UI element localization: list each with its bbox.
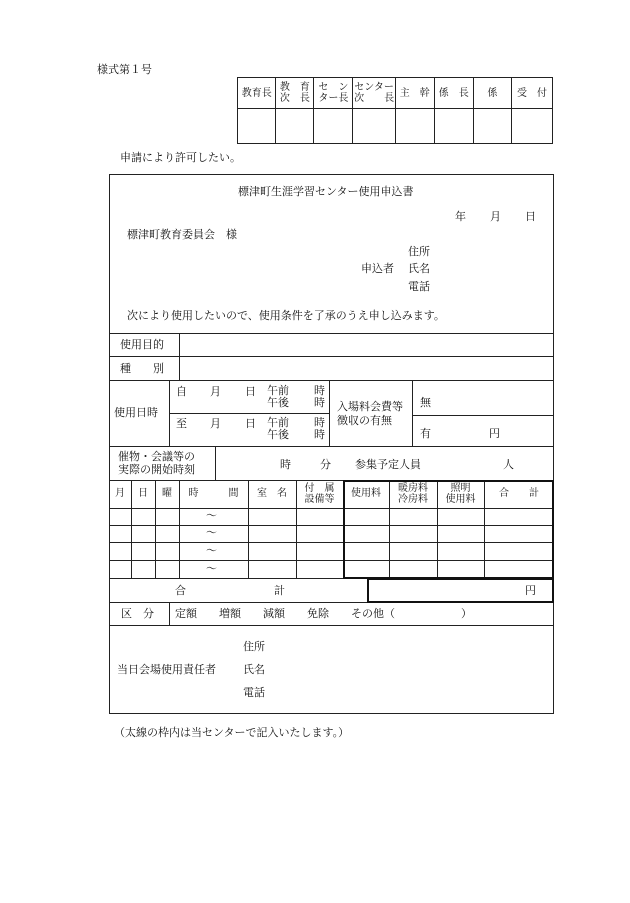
to-am-label: 午前 <box>267 416 289 429</box>
stamp-header: 教育長 <box>238 78 276 109</box>
application-form <box>109 174 554 714</box>
onsite-phone-label: 電話 <box>243 686 265 699</box>
schedule-header: 合 計 <box>499 488 539 499</box>
to-am-hour-label: 時 <box>314 416 325 429</box>
stamp-header: 係 長 <box>434 78 473 109</box>
to-label: 至 <box>176 417 187 430</box>
from-label: 自 <box>176 385 187 398</box>
stamp-header: センター 次 長 <box>353 78 395 109</box>
total-label: 合 計 <box>175 584 285 597</box>
schedule-header: 暖房料 冷房料 <box>398 483 428 505</box>
to-day-label: 日 <box>245 417 256 430</box>
form-number: 様式第１号 <box>97 63 152 76</box>
date-year-label: 年 <box>455 210 466 223</box>
date-month-label: 月 <box>490 210 501 223</box>
tilde-2: 〜 <box>206 526 217 539</box>
usage-datetime-label: 使用日時 <box>114 406 158 419</box>
stamp-header: 受 付 <box>512 78 553 109</box>
purpose-label: 使用目的 <box>120 338 164 351</box>
from-day-label: 日 <box>245 385 256 398</box>
approval-stamp-table <box>237 77 553 144</box>
approval-note: 申請により許可したい。 <box>120 151 241 164</box>
start-time-label-1: 催物・会議等の <box>118 450 195 463</box>
category-label: 区 分 <box>121 607 154 620</box>
admission-yen: 円 <box>489 427 500 440</box>
stamp-cell[interactable] <box>353 109 395 144</box>
applicant-phone-label: 電話 <box>408 280 430 293</box>
onsite-name-label: 氏名 <box>243 663 265 676</box>
admission-none: 無 <box>420 396 431 409</box>
schedule-header: 付 属 設備等 <box>304 483 335 505</box>
schedule-header: 曜 <box>162 488 172 499</box>
tilde-3: 〜 <box>206 544 217 557</box>
addressee: 標津町教育委員会 様 <box>127 228 237 241</box>
from-am-hour-label: 時 <box>314 384 325 397</box>
applicant-address-label: 住所 <box>408 245 430 258</box>
stamp-header: 教 育 次 長 <box>276 78 314 109</box>
stamp-header: セ ン ター長 <box>314 78 353 109</box>
stamp-cell[interactable] <box>238 109 276 144</box>
applicant-name-label: 氏名 <box>408 262 430 275</box>
stamp-header: 係 <box>473 78 511 109</box>
schedule-header: 月 <box>115 488 125 499</box>
attendees-label: 参集予定人員 <box>355 458 421 471</box>
stamp-cell[interactable] <box>434 109 473 144</box>
stamp-cell[interactable] <box>314 109 353 144</box>
type-label: 種 別 <box>120 362 164 375</box>
schedule-header: 室 名 <box>257 488 287 499</box>
to-pm-hour-label: 時 <box>314 428 325 441</box>
schedule-header: 使用料 <box>351 488 381 499</box>
from-month-label: 月 <box>210 385 221 398</box>
form-title: 標津町生涯学習センター使用申込書 <box>238 185 414 198</box>
start-time-label-2: 実際の開始時刻 <box>118 463 195 476</box>
from-am-label: 午前 <box>267 384 289 397</box>
from-pm-hour-label: 時 <box>314 396 325 409</box>
onsite-address-label: 住所 <box>243 640 265 653</box>
stamp-cell[interactable] <box>276 109 314 144</box>
to-month-label: 月 <box>210 417 221 430</box>
schedule-header: 照明 使用料 <box>445 483 476 505</box>
intro-text: 次により使用したいので、使用条件を了承のうえ申し込みます。 <box>127 309 445 322</box>
admission-yes: 有 <box>420 427 431 440</box>
footnote: （太線の枠内は当センターで記入いたします。） <box>114 726 350 739</box>
total-yen: 円 <box>525 584 536 597</box>
to-pm-label: 午後 <box>267 428 289 441</box>
category-options: 定額 増額 減額 免除 その他（ ） <box>175 607 472 620</box>
schedule-header: 時 間 <box>188 488 239 499</box>
stamp-header: 主 幹 <box>395 78 434 109</box>
from-pm-label: 午後 <box>267 396 289 409</box>
stamp-cell[interactable] <box>395 109 434 144</box>
stamp-cell[interactable] <box>512 109 553 144</box>
admission-label-1: 入場料会費等 <box>337 400 403 413</box>
tilde-1: 〜 <box>206 509 217 522</box>
start-hour-label: 時 <box>280 458 291 471</box>
start-minute-label: 分 <box>320 458 331 471</box>
onsite-label: 当日会場使用責任者 <box>117 663 216 676</box>
admission-label-2: 徴収の有無 <box>337 414 392 427</box>
stamp-cell[interactable] <box>473 109 511 144</box>
date-day-label: 日 <box>525 210 536 223</box>
tilde-4: 〜 <box>206 562 217 575</box>
attendees-unit-label: 人 <box>503 458 514 471</box>
applicant-label: 申込者 <box>361 262 394 275</box>
schedule-header: 日 <box>138 488 148 499</box>
